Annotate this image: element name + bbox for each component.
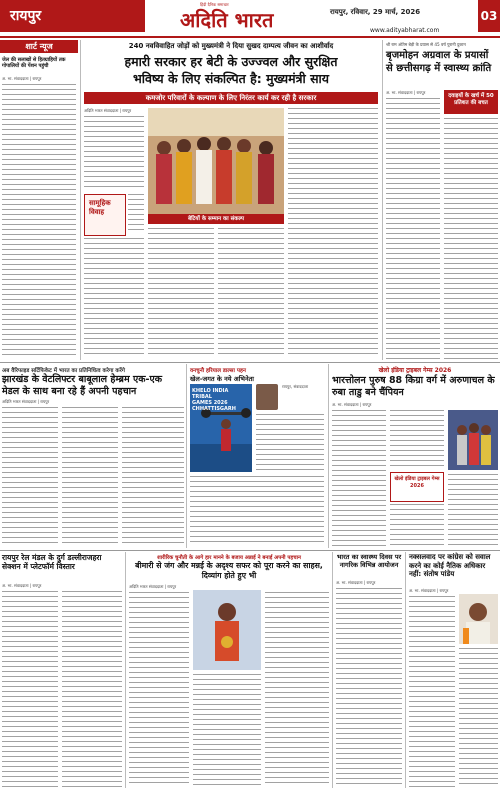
right-mid-body-col1	[332, 410, 386, 546]
masthead-rule	[0, 36, 500, 38]
athlete-portrait	[256, 384, 278, 410]
railway-headline: रायपुर रेल मंडल के दुर्ग डल्लीराजहरा सेक्शन में प्लेटफॉर्म विस्तार	[2, 553, 102, 571]
divyang-headline: बीमारी से जंग और मन्नई के अदृश्य सफर को पूरा करने का साहस, दिव्यांग होते हुए भी	[135, 561, 323, 580]
logo-tagline: हिंदी दैनिक समाचार	[200, 2, 229, 7]
column-divider	[125, 552, 126, 788]
center-headline: खेल-जगत के नये अभिनेता	[190, 375, 254, 383]
divyang-kicker: शारीरिक चुनौती के आगे हार मानने के बजाय अन्नाई ने बनाई अपनी पहचान	[157, 555, 301, 561]
khelo-india-photo	[190, 384, 252, 472]
right-mid-kicker: खेलो इंडिया ट्राइबल गेम्स 2026	[378, 367, 452, 374]
center-kicker: वनचुनौ हरियाल डाल्सा पहन	[190, 368, 246, 374]
wedding-photo	[148, 108, 284, 214]
column-divider	[186, 364, 187, 548]
center-body-bottom	[190, 476, 324, 546]
railway-body-col1	[2, 591, 58, 787]
divyang-body-col1	[129, 592, 189, 787]
right-mid-body-col2b	[390, 504, 444, 546]
naxal-portrait	[459, 594, 498, 644]
naxal-body-col1	[409, 596, 455, 787]
medal-photo-art	[448, 410, 498, 470]
right-top-headline: बृजमोहन अग्रवाल के प्रयासों से छत्तीसगढ़ में स्वास्थ्य क्रांति	[386, 50, 492, 74]
health-day-byline: अ. भा. संवाददाता | रायपुर	[336, 580, 376, 585]
section-rule	[0, 362, 500, 363]
divyang-body-col3	[265, 592, 329, 787]
website-url: www.adityabharat.com	[370, 27, 440, 34]
right-mid-byline: अ. भा. संवाददाता | रायपुर	[332, 402, 372, 407]
column-divider	[405, 552, 406, 788]
divyang-photo	[193, 590, 261, 670]
divyang-body-col2	[193, 674, 261, 787]
divyang-photo-art	[193, 590, 261, 670]
weightlifter-headline: झारखंड के वेटलिफ्टर बाबूलाल हेम्ब्रम एक-एक मेडल के साथ बना रहे हैं अपनी पहचान	[2, 374, 162, 397]
side-box-label: सामूहिक विवाह	[89, 199, 111, 216]
right-mid-photo-caption: खेलो इंडिया ट्राइबल गेम्स 2026	[390, 472, 444, 502]
naxal-byline: अ. भा. संवाददाता | रायपुर	[409, 588, 449, 593]
health-day-headline: भारत का स्वास्थ्य दिवस पर नागरिक विभिन्न आयोजन	[336, 553, 402, 569]
short-news-title: शार्ट न्यूज	[0, 40, 78, 53]
weightlifter-kicker: अब वैरिफाइड सर्टिफिकेट में भारत का प्रतिनिधित्व करेगा करेंगे	[2, 368, 125, 374]
right-mid-body-col3	[448, 474, 498, 546]
newspaper-logo	[170, 2, 320, 36]
right-top-byline: अ. भा. संवाददाता | रायपुर	[386, 90, 426, 95]
short-news-byline: अ. भा. संवाददाता | रायपुर	[2, 76, 42, 81]
weightlifter-byline: अदिति भारत संवाददाता | रायपुर	[2, 399, 50, 404]
top-story-headline-2: भविष्य के लिए संकल्पित है: मुख्यमंत्री साय	[132, 71, 330, 86]
naxal-body-col2	[459, 648, 498, 787]
side-box	[84, 194, 126, 236]
khelo-photo-label: KHELO INDIA TRIBAL GAMES 2026 CHHATTISGARH	[192, 388, 236, 412]
top-story-body-col1	[84, 116, 144, 191]
top-story-body-col3	[218, 228, 284, 358]
divyang-byline: अदिति भारत संवाददाता | रायपुर	[129, 584, 177, 589]
railway-body-col2	[62, 591, 122, 787]
city-header: रायपुर	[0, 0, 145, 32]
top-story-byline: अदिति भारत संवाददाता | रायपुर	[84, 108, 132, 113]
center-body-top	[256, 414, 324, 472]
column-divider	[382, 40, 383, 360]
column-divider	[332, 552, 333, 788]
section-rule	[0, 550, 500, 551]
right-top-body-col1	[386, 98, 440, 360]
savings-box: दवाइयों के खर्च में 50 प्रतिशत की बचत	[444, 90, 498, 114]
top-story-body-col1b	[128, 194, 144, 234]
logo-text: अदिति भारत	[180, 8, 274, 32]
top-story-body-col1c	[84, 238, 144, 358]
issue-date: रायपुर, रविवार, 29 मार्च, 2026	[330, 8, 421, 16]
photo-caption: बेटियों के सम्मान का संकल्प	[148, 214, 284, 224]
naxal-headline: नक्सलवाद पर कांग्रेस को सवाल करने का कोई नैतिक अधिकार नहीं: संतोष पांडेय	[409, 553, 491, 579]
center-byline: रायपुर, संवाददाता	[282, 384, 309, 389]
short-news-body	[2, 84, 76, 359]
top-story-banner: कमजोर परिवारों के कल्याण के लिए निरंतर कार्य कर रही है सरकार	[84, 92, 378, 104]
naxal-portrait-art	[459, 594, 498, 644]
top-story-headline-1: हमारी सरकार हर बेटी के उज्ज्वल और सुरक्षित	[124, 54, 338, 69]
weightlifter-body-col2	[62, 407, 118, 545]
column-divider	[328, 364, 329, 548]
right-top-kicker: श्री राम अंतिम बेड़ी के प्रयास से 45 वर्ष पुरानी दुकान	[386, 42, 466, 47]
top-story-body-col4	[288, 108, 378, 358]
right-top-body-col2	[444, 118, 498, 360]
short-news-headline: जेल की सलाखों से हितग्राहियों तक गोपालियों की पेंशन पहुंची	[2, 57, 66, 69]
right-mid-headline: भारत्तोलन पुरुष 88 किग्रा वर्ग में अरुणाचल के रुबा ताडु बने चैंपियन	[332, 375, 495, 398]
top-story-body-col2	[148, 228, 214, 358]
railway-byline: अ. भा. संवाददाता | रायपुर	[2, 583, 42, 588]
weightlifter-body-col1	[2, 407, 58, 545]
top-story-kicker: 240 नवविवाहित जोड़ों को मुख्यमंत्री ने दिया सुखद दाम्पत्य जीवन का आशीर्वाद	[128, 42, 334, 50]
wedding-photo-art	[148, 108, 284, 214]
right-mid-body-col2	[390, 410, 444, 470]
health-day-body	[336, 588, 402, 787]
column-divider	[80, 40, 81, 360]
page-number: 03	[478, 0, 500, 32]
medal-photo	[448, 410, 498, 470]
weightlifter-body-col3	[122, 407, 184, 545]
